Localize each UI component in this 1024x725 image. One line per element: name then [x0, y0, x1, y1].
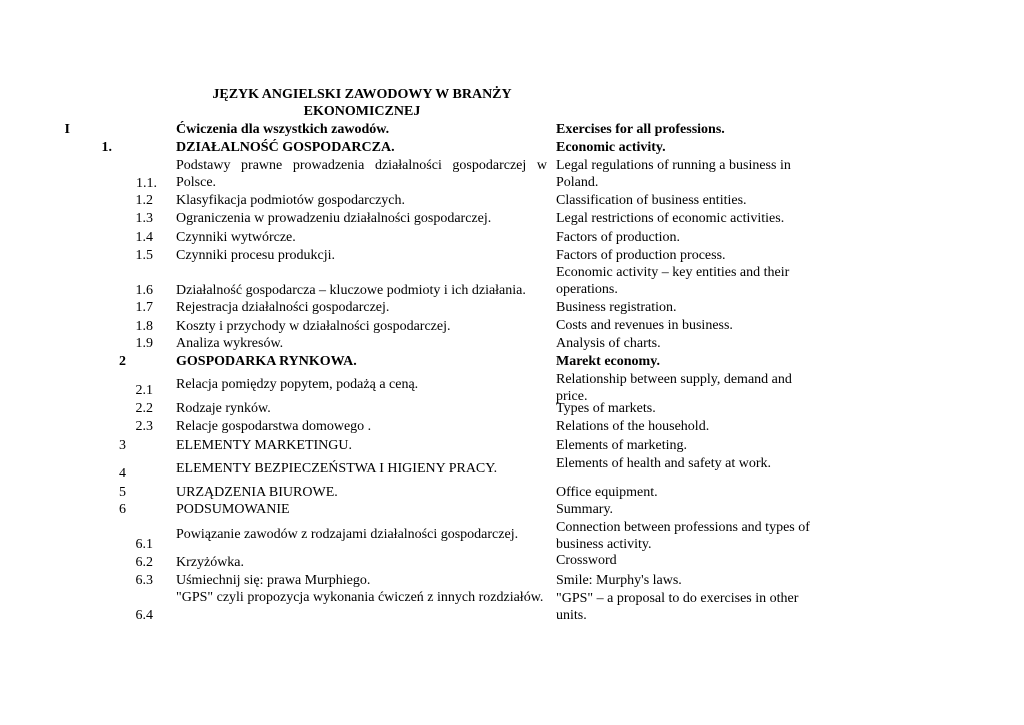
- row-title-polish: ELEMENTY MARKETINGU.: [176, 438, 353, 453]
- row-title-english: Elements of marketing.: [556, 438, 688, 453]
- row-number: 6.3: [135, 573, 153, 588]
- row-title-english: Elements of health and safety at work.: [556, 456, 771, 471]
- row-number: 1.8: [135, 319, 153, 334]
- row-title-english: Analysis of charts.: [556, 336, 661, 351]
- row-title-english: Office equipment.: [556, 485, 658, 500]
- row-title-polish: DZIAŁALNOŚĆ GOSPODARCZA.: [176, 140, 395, 155]
- row-title-polish: Rejestracja działalności gospodarczej.: [176, 300, 390, 315]
- document-title-line-1: JĘZYK ANGIELSKI ZAWODOWY W BRANŻY: [212, 87, 512, 102]
- row-number: 1.5: [135, 248, 153, 263]
- row-number: I: [64, 122, 70, 137]
- row-title-polish: Rodzaje rynków.: [176, 401, 271, 416]
- row-title-english: Legal regulations of running a business in Poland.: [556, 158, 791, 190]
- row-number: 1.1.: [136, 176, 157, 191]
- row-title-polish: Uśmiechnij się: prawa Murphiego.: [176, 573, 371, 588]
- row-number: 2.3: [135, 419, 153, 434]
- row-number: 1.3: [135, 211, 153, 226]
- row-number: 1.9: [135, 336, 153, 351]
- row-number: 3: [119, 438, 126, 453]
- row-title-english: Relationship between supply, demand and price.: [556, 372, 792, 404]
- row-title-english: Classification of business entities.: [556, 193, 747, 208]
- row-title-polish: PODSUMOWANIE: [176, 502, 290, 517]
- row-title-english: Marekt economy.: [556, 354, 660, 369]
- row-title-polish: Krzyżówka.: [176, 555, 245, 570]
- row-title-english: Economic activity.: [556, 140, 666, 155]
- row-title-polish: Ograniczenia w prowadzeniu działalności gospodarczej.: [176, 211, 492, 226]
- document-title-line-2: EKONOMICZNEJ: [303, 104, 421, 119]
- row-number: 6.1: [135, 537, 153, 552]
- row-title-polish: Klasyfikacja podmiotów gospodarczych.: [176, 193, 405, 208]
- row-title-english: "GPS" – a proposal to do exercises in other units.: [556, 591, 799, 623]
- row-number: 2: [119, 354, 126, 369]
- row-title-english: Smile: Murphy's laws.: [556, 573, 682, 588]
- row-title-polish: Działalność gospodarcza – kluczowe podmioty i ich działania.: [176, 283, 526, 298]
- row-title-polish: Czynniki wytwórcze.: [176, 230, 296, 245]
- row-title-polish: Analiza wykresów.: [176, 336, 284, 351]
- row-number: 1.2: [135, 193, 153, 208]
- row-number: 2.1: [135, 383, 153, 398]
- row-number: 6.4: [135, 608, 153, 623]
- row-title-english: Connection between professions and types of business activity.: [556, 520, 810, 552]
- row-title-polish: URZĄDZENIA BIUROWE.: [176, 485, 338, 500]
- row-number: 6: [119, 502, 126, 517]
- row-title-polish: "GPS" czyli propozycja wykonania ćwiczeń z innych rozdziałów.: [176, 590, 544, 605]
- row-title-english: Business registration.: [556, 300, 677, 315]
- row-title-english: Types of markets.: [556, 401, 656, 416]
- row-title-polish: Relacje gospodarstwa domowego .: [176, 419, 372, 434]
- row-number: 5: [119, 485, 126, 500]
- row-title-english: Costs and revenues in business.: [556, 318, 733, 333]
- row-title-polish: Podstawy prawne prowadzenia działalności gospodarczej w Polsce.: [176, 158, 547, 190]
- row-title-english: Crossword: [556, 553, 617, 568]
- row-title-polish: Powiązanie zawodów z rodzajami działalności gospodarczej.: [176, 527, 519, 542]
- row-title-english: Legal restrictions of economic activities.: [556, 211, 785, 226]
- row-number: 1.7: [135, 300, 153, 315]
- row-number: 1.: [101, 140, 112, 155]
- row-title-polish: Czynniki procesu produkcji.: [176, 248, 336, 263]
- row-number: 4: [119, 466, 126, 481]
- row-title-english: Summary.: [556, 502, 614, 517]
- row-title-polish: Ćwiczenia dla wszystkich zawodów.: [176, 122, 390, 137]
- row-number: 1.6: [135, 283, 153, 298]
- row-title-english: Economic activity – key entities and their operations.: [556, 265, 790, 297]
- row-title-polish: ELEMENTY BEZPIECZEŃSTWA I HIGIENY PRACY.: [176, 461, 498, 476]
- row-title-polish: Koszty i przychody w działalności gospodarczej.: [176, 319, 451, 334]
- row-number: 1.4: [135, 230, 153, 245]
- row-title-english: Relations of the household.: [556, 419, 710, 434]
- row-number: 2.2: [135, 401, 153, 416]
- row-number: 6.2: [135, 555, 153, 570]
- row-title-english: Factors of production process.: [556, 248, 726, 263]
- row-title-english: Factors of production.: [556, 230, 681, 245]
- row-title-polish: Relacja pomiędzy popytem, podażą a ceną.: [176, 377, 419, 392]
- row-title-polish: GOSPODARKA RYNKOWA.: [176, 354, 357, 369]
- row-title-english: Exercises for all professions.: [556, 122, 725, 137]
